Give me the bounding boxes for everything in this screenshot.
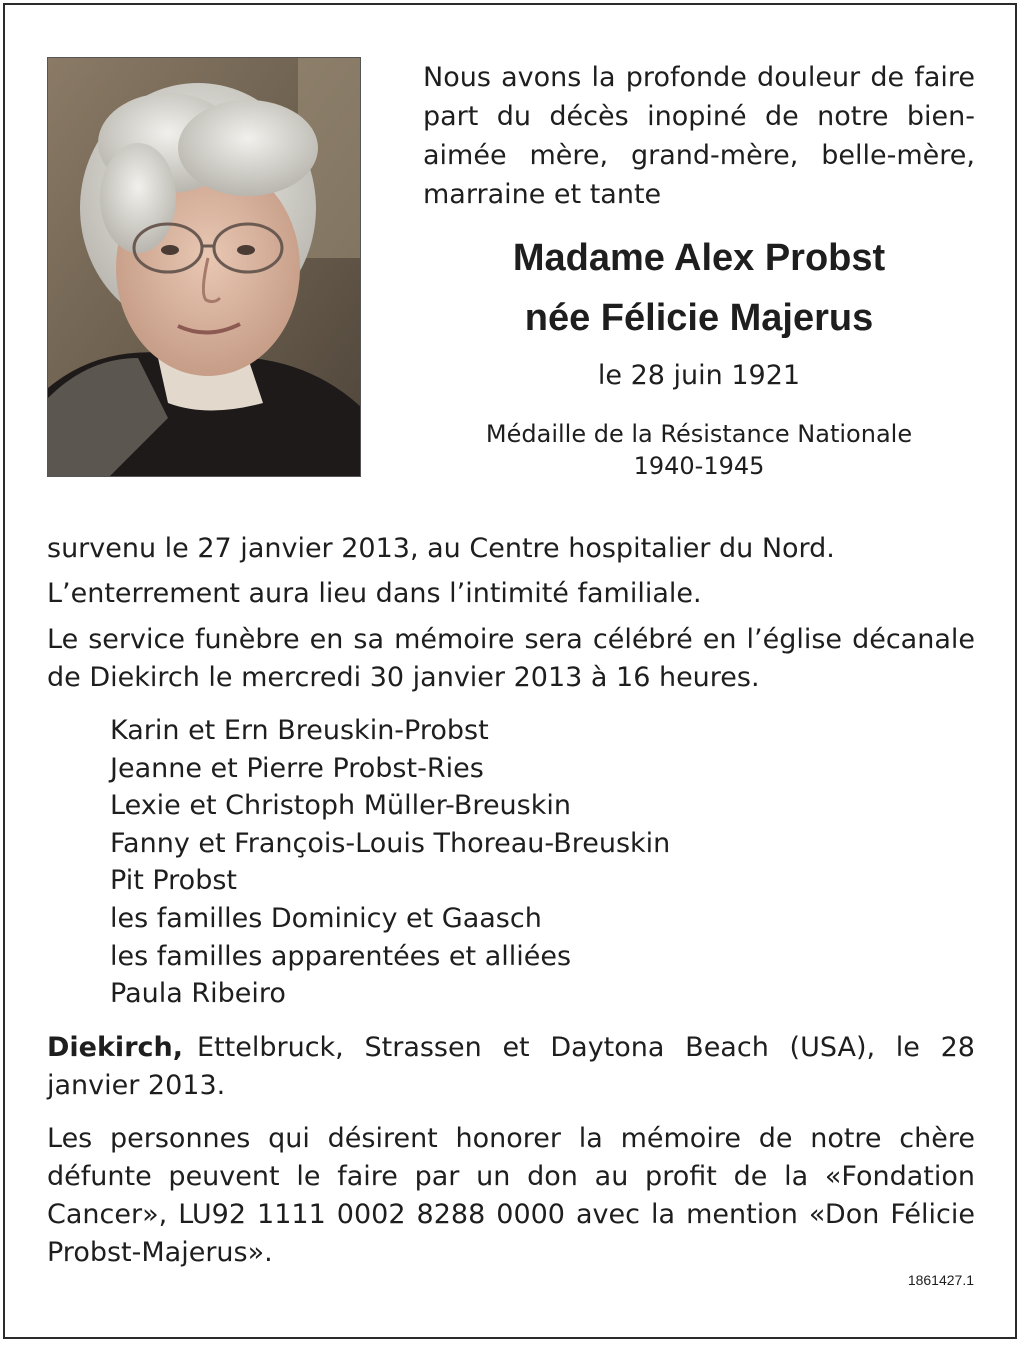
medal-distinction: [423, 418, 975, 482]
donation-notice: Les personnes qui désirent honorer la mémoire de notre chère défunte peuvent le faire par un don au profit de la «Fondation Cancer», LU92 1111 0002 8288 0000 avec la mention «Don Félicie Probst-Majerus».: [47, 1123, 975, 1268]
family-member: Lexie et Christoph Müller-Breuskin: [110, 790, 571, 822]
family-member: Jeanne et Pierre Probst-Ries: [110, 752, 484, 784]
place-bold: Diekirch,: [47, 1032, 183, 1063]
birth-date: le 28 juin 1921: [597, 360, 801, 391]
portrait-photo: [47, 57, 361, 477]
reference-number: 1861427.1: [907, 1272, 974, 1288]
place-rest: Ettelbruck, Strassen et Daytona Beach (USA), le 28 janvier 2013.: [47, 1032, 975, 1101]
place-date: [47, 1029, 975, 1105]
death-details: survenu le 27 janvier 2013, au Centre hospitalier du Nord.: [47, 533, 835, 564]
family-list: [110, 712, 670, 1013]
maiden-name: née Félicie Majerus: [524, 297, 874, 339]
family-member: Karin et Ern Breuskin-Probst: [110, 715, 489, 746]
medal-title: Médaille de la Résistance Nationale: [485, 420, 913, 448]
deceased-name: Madame Alex Probst: [512, 237, 886, 279]
burial-notice: L’enterrement aura lieu dans l’intimité familiale.: [47, 578, 702, 609]
intro-text: Nous avons la profonde douleur de faire part du décès inopiné de notre bien-aimée mère, grand-mère, belle-mère, marraine et tante: [423, 62, 975, 210]
medal-years: 1940-1945: [633, 452, 765, 480]
family-member: Fanny et François-Louis Thoreau-Breuskin: [110, 827, 671, 859]
family-member: les familles Dominicy et Gaasch: [110, 902, 542, 934]
family-member: les familles apparentées et alliées: [110, 940, 572, 972]
funeral-service: Le service funèbre en sa mémoire sera célébré en l’église décanale de Diekirch le mercredi 30 janvier 2013 à 16 heures.: [47, 624, 975, 693]
family-member: Pit Probst: [110, 865, 237, 897]
family-member: Paula Ribeiro: [110, 978, 286, 1010]
